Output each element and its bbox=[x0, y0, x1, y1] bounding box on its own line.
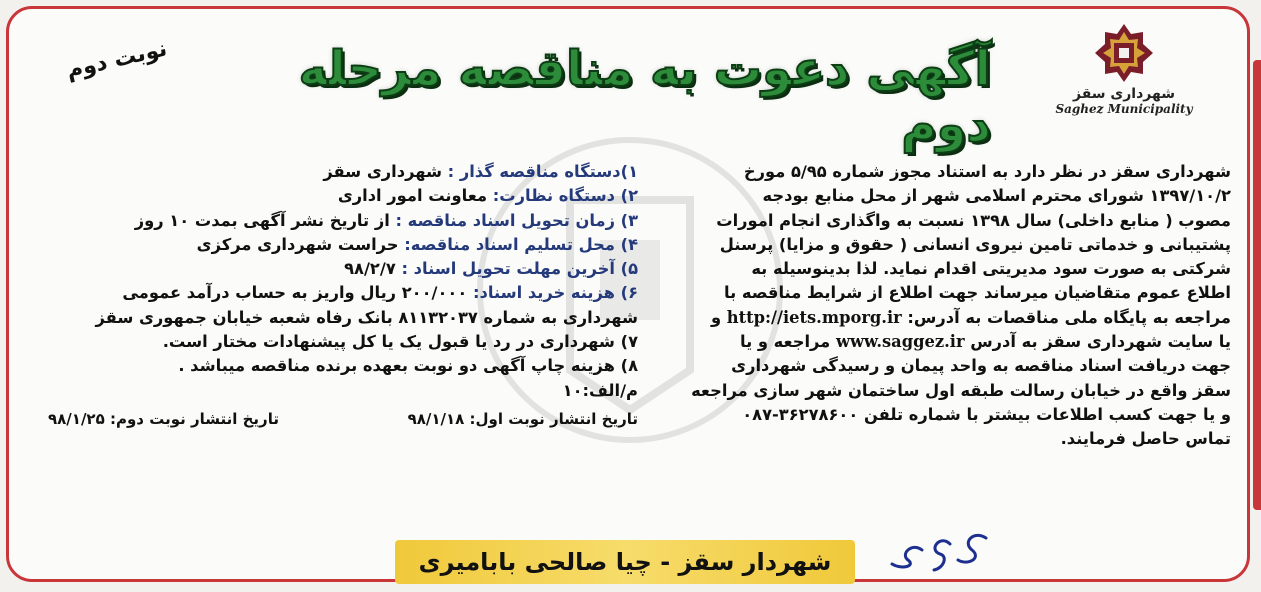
detail-label: ۱)دستگاه مناقصه گذار : bbox=[447, 162, 638, 181]
second-round-badge: نوبت دوم bbox=[64, 36, 170, 84]
detail-value: شهرداری سقز bbox=[323, 162, 442, 181]
second-publication-date: تاریخ انتشار نوبت دوم: ۹۸/۱/۲۵ bbox=[48, 409, 279, 428]
body-text: و bbox=[710, 307, 722, 327]
body-text: یا سایت شهرداری سقز به آدرس bbox=[970, 332, 1231, 352]
detail-item bbox=[48, 281, 638, 330]
detail-label: ۲) دستگاه نظارت: bbox=[492, 186, 638, 206]
body-line: تماس حاصل فرمایند. bbox=[1060, 429, 1231, 449]
body-line-municipality-site bbox=[631, 330, 1231, 354]
body-line: جهت دریافت اسناد مناقصه به واحد پیمان و رسیدگی شهرداری bbox=[731, 356, 1231, 376]
first-publication-date: تاریخ انتشار نوبت اول: ۹۸/۱/۱۸ bbox=[407, 409, 638, 428]
detail-value: معاونت امور اداری bbox=[337, 186, 488, 206]
reference-number: م/الف:۱۰ bbox=[562, 380, 638, 400]
body-text: مراجعه و یا bbox=[739, 332, 831, 352]
detail-value: ۸) هزینه چاپ آگهی دو نوبت بعهده برنده مناقصه میباشد . bbox=[178, 356, 638, 376]
detail-value: ۷) شهرداری در رد یا قبول یک یا کل پیشنهادات مختار است. bbox=[162, 332, 638, 352]
detail-item bbox=[48, 209, 638, 233]
body-line: اطلاع عموم متقاضیان میرساند جهت اطلاع از شرایط مناقصه با bbox=[723, 283, 1231, 303]
detail-label: ۴) محل تسلیم اسناد مناقصه: bbox=[404, 234, 638, 254]
detail-value: حراست شهرداری مرکزی bbox=[196, 234, 399, 254]
publication-dates bbox=[48, 407, 638, 431]
body-line: مصوب ( منابع داخلی) سال ۱۳۹۸ نسبت به واگذاری انجام امورات bbox=[716, 210, 1231, 230]
detail-item bbox=[48, 257, 638, 281]
detail-item bbox=[48, 160, 638, 184]
body-line: شهرداری سقز در نظر دارد به استناد مجوز شماره ۵/۹۵ مورخ bbox=[743, 162, 1231, 181]
detail-label: ۶) هزینه خرید اسناد: bbox=[472, 283, 638, 303]
detail-label: ۵) آخرین مهلت تحویل اسناد : bbox=[401, 259, 638, 279]
body-line: و یا جهت کسب اطلاعات بیشتر با شماره تلفن ۳۶۲۷۸۶۰۰-۰۸۷ bbox=[742, 404, 1231, 424]
tender-portal-link[interactable]: http://iets.mporg.ir bbox=[726, 307, 902, 327]
logo-english-text: Saghez Municipality bbox=[1055, 102, 1193, 116]
notice-body bbox=[631, 160, 1231, 538]
detail-item bbox=[48, 330, 638, 354]
detail-item bbox=[48, 233, 638, 257]
body-line: سقز واقع در خیابان رسالت طبقه اول ساختمان شهر سازی مراجعه bbox=[691, 380, 1231, 400]
body-line-tender-portal bbox=[631, 306, 1231, 330]
detail-value: ۹۸/۲/۷ bbox=[344, 259, 396, 279]
handwritten-signature bbox=[878, 520, 998, 576]
side-tab bbox=[1253, 60, 1261, 510]
detail-item bbox=[48, 354, 638, 378]
detail-label: ۳) زمان تحویل اسناد مناقصه : bbox=[395, 210, 638, 230]
page-title: آگهی دعوت به مناقصه مرحله دوم bbox=[298, 41, 991, 153]
body-line: ۱۳۹۷/۱۰/۲ شورای محترم اسلامی شهر از محل منابع بودجه bbox=[762, 186, 1231, 206]
detail-value: از تاریخ نشر آگهی بمدت ۱۰ روز bbox=[134, 210, 390, 230]
body-text: مراجعه به پایگاه ملی مناقصات به آدرس: bbox=[907, 307, 1231, 327]
body-line: پشتیبانی و خدماتی تامین نیروی انسانی ( حقوق و مزایا) پرسنل bbox=[719, 234, 1231, 254]
tender-details bbox=[48, 160, 638, 538]
detail-item bbox=[48, 184, 638, 208]
detail-value: ۲۰۰/۰۰۰ ریال واریز به حساب درآمد عمومی شهرداری به شماره ۸۱۱۳۲۰۳۷ بانک رفاه شعبه خیابان جمهوری سقز bbox=[95, 283, 638, 327]
municipality-logo bbox=[1029, 22, 1219, 140]
municipality-emblem-icon bbox=[1093, 22, 1155, 84]
mayor-footer: شهردار سقز - چیا صالحی بابامیری bbox=[395, 540, 855, 584]
body-line: شرکتی به صورت سود مدیریتی اقدام نماید. لذا بدینوسیله به bbox=[751, 259, 1231, 279]
logo-persian-text: شهرداری سقز bbox=[1072, 86, 1176, 102]
municipality-site-link[interactable]: www.saggez.ir bbox=[835, 332, 965, 352]
